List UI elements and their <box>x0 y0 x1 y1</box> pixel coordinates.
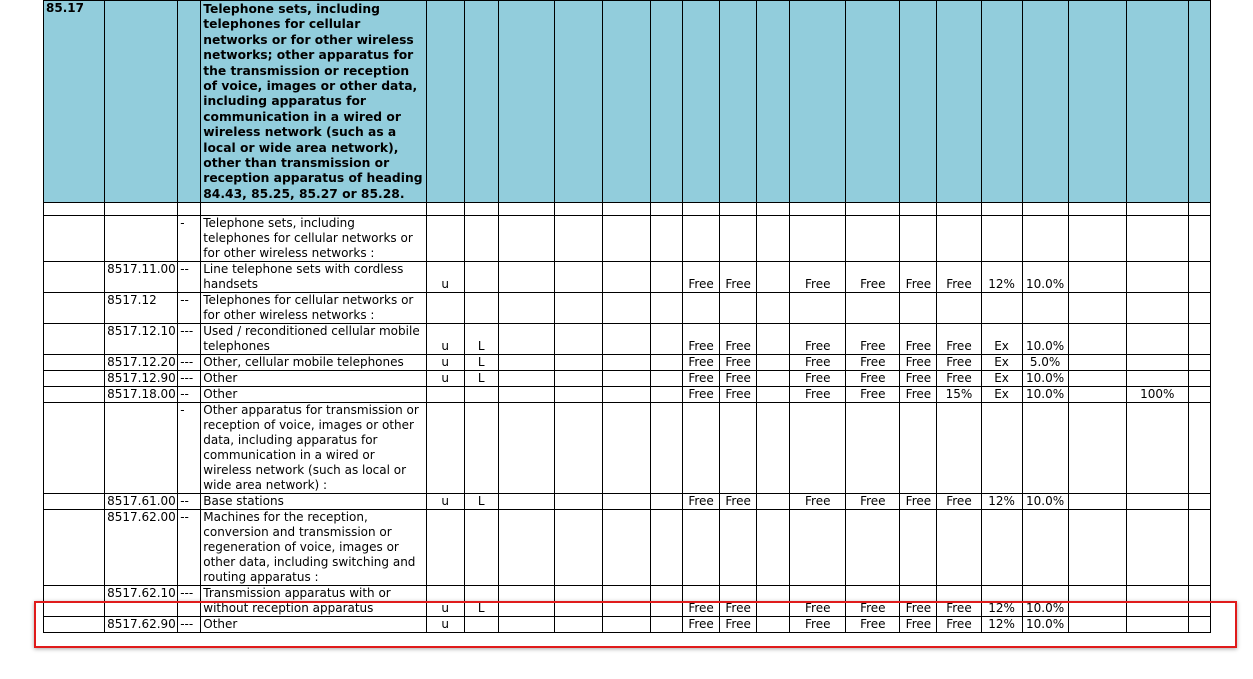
cell-r4: Free <box>846 324 900 355</box>
cell-r7: Ex <box>981 387 1022 403</box>
cell-r8: 10.0% <box>1022 324 1068 355</box>
table-row <box>44 617 1211 633</box>
cell-desc: Line telephone sets with cordless handsets <box>201 262 426 293</box>
table-row <box>44 324 1211 355</box>
cell-code <box>105 403 178 494</box>
cell-unit <box>426 293 464 324</box>
cell-r7: 12% <box>981 262 1022 293</box>
cell-l <box>464 510 498 586</box>
cell-unit: u <box>426 586 464 617</box>
cell-r3 <box>790 510 846 586</box>
cell-r5: Free <box>900 355 937 371</box>
cell-r9 <box>1126 293 1188 324</box>
cell-r6 <box>937 403 981 494</box>
cell-r6: Free <box>937 371 981 387</box>
cell-desc: Other, cellular mobile telephones <box>201 355 426 371</box>
table-row <box>44 293 1211 324</box>
cell-r7: 12% <box>981 586 1022 617</box>
cell-l: L <box>464 494 498 510</box>
cell-r4: Free <box>846 387 900 403</box>
cell-r9: 100% <box>1126 387 1188 403</box>
cell-r2: Free <box>720 617 757 633</box>
cell-unit: u <box>426 371 464 387</box>
cell-r8: 10.0% <box>1022 371 1068 387</box>
cell-l <box>464 403 498 494</box>
cell-unit: u <box>426 617 464 633</box>
cell-r9 <box>1126 355 1188 371</box>
cell-r8: 5.0% <box>1022 355 1068 371</box>
cell-r3: Free <box>790 371 846 387</box>
cell-r5: Free <box>900 494 937 510</box>
cell-r4: Free <box>846 355 900 371</box>
cell-r2 <box>720 293 757 324</box>
cell-r1: Free <box>683 387 720 403</box>
cell-r4: Free <box>846 617 900 633</box>
cell-code: 8517.12 <box>105 293 178 324</box>
cell-r8: 10.0% <box>1022 586 1068 617</box>
cell-r1 <box>683 403 720 494</box>
cell-r6: Free <box>937 324 981 355</box>
cell-l <box>464 262 498 293</box>
cell-r3: Free <box>790 355 846 371</box>
cell-r3: Free <box>790 262 846 293</box>
cell-r8 <box>1022 403 1068 494</box>
cell-r6: Free <box>937 586 981 617</box>
table-row <box>44 387 1211 403</box>
cell-r8 <box>1022 293 1068 324</box>
cell-r9 <box>1126 324 1188 355</box>
cell-r9 <box>1126 262 1188 293</box>
heading-title: Telephone sets, including telephones for cellular networks or for other wireless networks; other apparatus for the transmission or reception of voice, images or other data, including apparatus for communication in a wired or wireless network (such as a local or wide area network), other than transmission or reception apparatus of heading 84.43, 85.25, 85.27 or 85.28. <box>201 1 426 203</box>
cell-r1: Free <box>683 617 720 633</box>
table-row <box>44 216 1211 262</box>
cell-r1: Free <box>683 371 720 387</box>
table-row <box>44 355 1211 371</box>
cell-unit: u <box>426 355 464 371</box>
cell-r2 <box>720 510 757 586</box>
cell-r5: Free <box>900 324 937 355</box>
cell-l: L <box>464 324 498 355</box>
cell-r6: Free <box>937 494 981 510</box>
cell-code <box>105 216 178 262</box>
cell-desc: Used / reconditioned cellular mobile telephones <box>201 324 426 355</box>
cell-r9 <box>1126 216 1188 262</box>
cell-r1: Free <box>683 355 720 371</box>
table-row <box>44 494 1211 510</box>
cell-r3: Free <box>790 387 846 403</box>
cell-dash: --- <box>178 324 201 355</box>
cell-dash: -- <box>178 293 201 324</box>
cell-desc: Transmission apparatus with or without reception apparatus <box>201 586 426 617</box>
cell-unit <box>426 403 464 494</box>
cell-r7: 12% <box>981 617 1022 633</box>
cell-r4 <box>846 510 900 586</box>
cell-r2 <box>720 403 757 494</box>
cell-l: L <box>464 586 498 617</box>
cell-r9 <box>1126 510 1188 586</box>
cell-r4 <box>846 403 900 494</box>
cell-r9 <box>1126 586 1188 617</box>
cell-r9 <box>1126 494 1188 510</box>
cell-r1 <box>683 216 720 262</box>
cell-r8 <box>1022 216 1068 262</box>
cell-unit: u <box>426 324 464 355</box>
cell-r8: 10.0% <box>1022 387 1068 403</box>
cell-r7 <box>981 293 1022 324</box>
cell-l: L <box>464 371 498 387</box>
cell-desc: Telephone sets, including telephones for cellular networks or for other wireless networks : <box>201 216 426 262</box>
cell-r4: Free <box>846 494 900 510</box>
cell-unit: u <box>426 494 464 510</box>
cell-r6: Free <box>937 262 981 293</box>
cell-dash: -- <box>178 510 201 586</box>
cell-r6: Free <box>937 617 981 633</box>
cell-unit: u <box>426 262 464 293</box>
table-row <box>44 510 1211 586</box>
cell-r6 <box>937 216 981 262</box>
cell-r7: Ex <box>981 324 1022 355</box>
cell-r9 <box>1126 371 1188 387</box>
cell-code: 8517.62.90 <box>105 617 178 633</box>
cell-r4: Free <box>846 586 900 617</box>
cell-r6 <box>937 293 981 324</box>
cell-r5: Free <box>900 387 937 403</box>
cell-code: 8517.18.00 <box>105 387 178 403</box>
tariff-table <box>43 0 1211 633</box>
cell-l <box>464 617 498 633</box>
cell-code: 8517.12.20 <box>105 355 178 371</box>
cell-r8: 10.0% <box>1022 262 1068 293</box>
cell-r6: Free <box>937 355 981 371</box>
cell-r6 <box>937 510 981 586</box>
cell-r1 <box>683 293 720 324</box>
cell-r1: Free <box>683 262 720 293</box>
cell-r2: Free <box>720 371 757 387</box>
cell-code: 8517.11.00 <box>105 262 178 293</box>
cell-r5: Free <box>900 371 937 387</box>
cell-r5: Free <box>900 617 937 633</box>
cell-r2 <box>720 216 757 262</box>
cell-unit <box>426 387 464 403</box>
cell-desc: Other <box>201 617 426 633</box>
cell-l: L <box>464 355 498 371</box>
cell-l <box>464 216 498 262</box>
cell-r5 <box>900 510 937 586</box>
cell-r6: 15% <box>937 387 981 403</box>
cell-r5 <box>900 216 937 262</box>
cell-l <box>464 387 498 403</box>
cell-dash: --- <box>178 586 201 617</box>
cell-desc: Telephones for cellular networks or for other wireless networks : <box>201 293 426 324</box>
cell-r7 <box>981 403 1022 494</box>
cell-desc: Other <box>201 387 426 403</box>
cell-r8: 10.0% <box>1022 617 1068 633</box>
cell-r2: Free <box>720 586 757 617</box>
cell-dash: --- <box>178 371 201 387</box>
cell-r3: Free <box>790 324 846 355</box>
cell-l <box>464 293 498 324</box>
cell-dash: -- <box>178 494 201 510</box>
table-row <box>44 262 1211 293</box>
cell-r4: Free <box>846 371 900 387</box>
cell-dash: - <box>178 216 201 262</box>
cell-dash: --- <box>178 355 201 371</box>
cell-r8: 10.0% <box>1022 494 1068 510</box>
cell-r1: Free <box>683 324 720 355</box>
cell-r4: Free <box>846 262 900 293</box>
cell-r4 <box>846 216 900 262</box>
cell-r2: Free <box>720 494 757 510</box>
cell-dash: -- <box>178 262 201 293</box>
cell-code: 8517.61.00 <box>105 494 178 510</box>
cell-r1: Free <box>683 586 720 617</box>
cell-r5: Free <box>900 262 937 293</box>
spacer-row <box>44 203 1211 216</box>
cell-desc: Other <box>201 371 426 387</box>
cell-r5: Free <box>900 586 937 617</box>
cell-unit <box>426 510 464 586</box>
cell-r3: Free <box>790 617 846 633</box>
cell-r2: Free <box>720 262 757 293</box>
cell-r4 <box>846 293 900 324</box>
cell-r2: Free <box>720 324 757 355</box>
cell-r5 <box>900 293 937 324</box>
cell-dash: -- <box>178 387 201 403</box>
cell-code: 8517.12.10 <box>105 324 178 355</box>
cell-dash: --- <box>178 617 201 633</box>
cell-desc: Base stations <box>201 494 426 510</box>
cell-r3 <box>790 293 846 324</box>
cell-r1 <box>683 510 720 586</box>
cell-desc: Machines for the reception, conversion and transmission or regeneration of voice, images or other data, including switching and routing apparatus : <box>201 510 426 586</box>
cell-code: 8517.62.00 <box>105 510 178 586</box>
heading-row <box>44 1 1211 203</box>
cell-r7 <box>981 510 1022 586</box>
cell-r5 <box>900 403 937 494</box>
cell-r2: Free <box>720 355 757 371</box>
cell-r1: Free <box>683 494 720 510</box>
table-row <box>44 586 1211 617</box>
cell-r7 <box>981 216 1022 262</box>
cell-dash: - <box>178 403 201 494</box>
cell-r9 <box>1126 403 1188 494</box>
cell-r3 <box>790 216 846 262</box>
cell-desc: Other apparatus for transmission or reception of voice, images or other data, including apparatus for communication in a wired or wireless network (such as local or wide area network) : <box>201 403 426 494</box>
cell-r3 <box>790 403 846 494</box>
table-row <box>44 403 1211 494</box>
heading-code: 85.17 <box>44 1 105 203</box>
cell-r8 <box>1022 510 1068 586</box>
cell-r9 <box>1126 617 1188 633</box>
cell-r7: 12% <box>981 494 1022 510</box>
cell-r3: Free <box>790 586 846 617</box>
cell-unit <box>426 216 464 262</box>
cell-r3: Free <box>790 494 846 510</box>
cell-code: 8517.62.10 <box>105 586 178 617</box>
cell-r7: Ex <box>981 371 1022 387</box>
table-row <box>44 371 1211 387</box>
cell-code: 8517.12.90 <box>105 371 178 387</box>
cell-r7: Ex <box>981 355 1022 371</box>
cell-r2: Free <box>720 387 757 403</box>
